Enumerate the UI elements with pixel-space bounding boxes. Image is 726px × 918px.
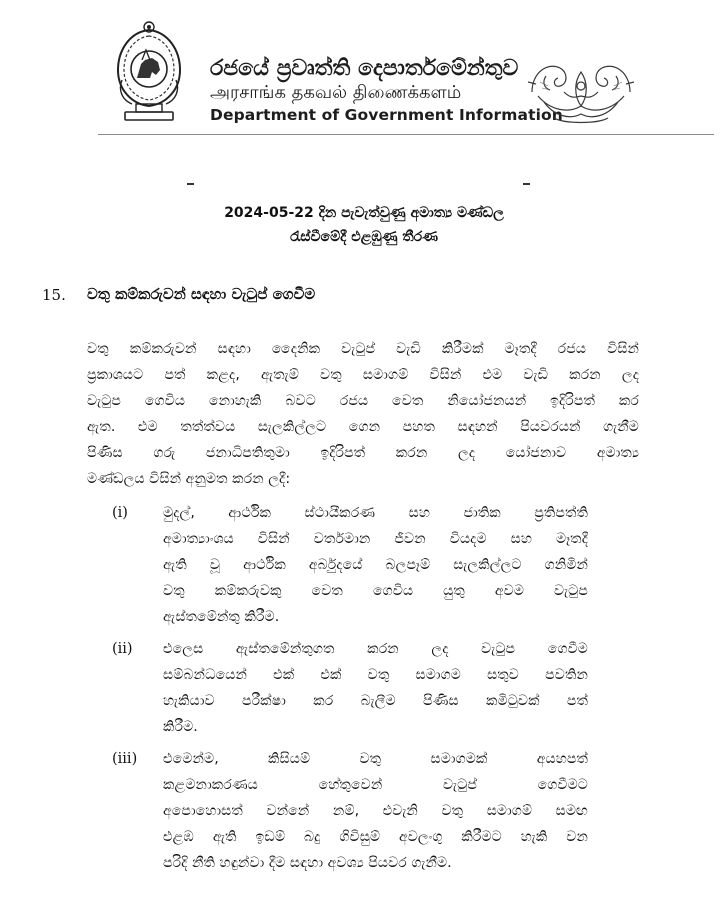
list-item-marker: (iii) — [112, 751, 138, 767]
item-line: අපොහොසත් වන්නේ නම්, එවැනි වතු සමාගම් සමඟ — [163, 803, 588, 819]
paragraph-line: පිණිස ගරු ජනාධිපතිතුමා ඉදිරිපත් කරන ලද යෝජනාව අමාත්‍ය — [87, 445, 639, 461]
paragraph-line: ඇත. එම තත්ත්වය සැලකිල්ලට ගෙන පහත සඳහන් පියවරයන් ගැනීම — [87, 419, 639, 435]
item-line: එළඹ ඇති ඉඩම් බදු ගිවිසුම් අවලංගු කිරීමට හැකි වන — [163, 829, 588, 845]
fold-mark-right — [523, 183, 530, 185]
paragraph-line: මණ්ඩලය විසින් අනුමත කරන ලදී: — [87, 471, 291, 487]
section-number: 15. — [42, 286, 66, 304]
department-name-english: Department of Government Information — [210, 106, 563, 124]
cabinet-decision-heading-line1: 2024-05-22 දින පැවැත්වුණු අමාත්‍ය මණ්ඩල — [224, 205, 504, 221]
letterhead-divider — [98, 134, 714, 135]
item-line: කිරීම. — [163, 719, 198, 735]
fold-mark-left — [187, 183, 194, 185]
intro-paragraph — [87, 336, 639, 492]
item-line: අමාත්‍යාංශය විසින් වර්තමාන ජීවන වියදම සහ මෑතදී — [163, 531, 588, 547]
paragraph-line: වතු කම්කරුවන් සඳහා දෛනික වැටුප් වැඩි කිරීමක් මෑතදී රජය විසින් — [87, 341, 639, 357]
item-line: කළමනාකරණය හේතුවෙන් වැටුප් ගෙවීමට — [163, 777, 588, 793]
national-emblem-icon — [112, 20, 186, 124]
department-name-sinhala: රජයේ ප්‍රවෘත්ති දෙපාර්තමේන්තුව — [210, 56, 519, 81]
item-line: එලෙස ඇස්තමේන්තුගත කරන ලද වැටුප ගෙවීම — [163, 641, 588, 657]
list-item-text — [163, 500, 588, 630]
paragraph-line: වැටුප ගෙවිය නොහැකි බවට රජය වෙත නියෝජනයන් ඉදිරිපත් කර — [87, 393, 639, 409]
list-item-text — [163, 746, 588, 876]
item-line: එමෙන්ම, කිසියම් වතු සමාගමක් අයහපත් — [163, 751, 588, 767]
decorative-swans-motif-icon — [524, 52, 638, 126]
list-item-marker: (ii) — [112, 641, 133, 657]
item-line: හැකියාව පරීක්ෂා කර බැලීම පිණිස කමිටුවක් පත් — [163, 693, 588, 709]
list-item-text — [163, 636, 588, 740]
item-line: සම්බන්ධයෙන් එක් එක් වතු සමාගම සතුව පවතින — [163, 667, 588, 683]
item-line: පරිදි නීති හඳුන්වා දීම සඳහා අවශ්‍ය පියවර ගැනීම. — [163, 855, 452, 871]
department-name-tamil: அரசாங்க தகவல் திணைக்களம் — [210, 82, 462, 103]
item-line: ඇති වූ ආර්ථික අර්බුදයේ බලපෑම් සැලකිල්ලට ගනිමින් — [163, 557, 588, 573]
item-line: වතු කම්කරුවකු වෙත ගෙවිය යුතු අවම වැටුප — [163, 583, 588, 599]
paragraph-line: ප්‍රකාශයට පත් කළද, ඇතැම් වතු සමාගම් විසින් එම වැඩි කරන ලද — [87, 367, 639, 383]
item-line: ඇස්තමේන්තු කිරීම. — [163, 609, 280, 625]
list-item-marker: (i) — [112, 505, 128, 521]
department-name-block — [210, 56, 563, 125]
item-line: මුදල්, ආර්ථික ස්ථායීකරණ සහ ජාතික ප්‍රතිපත්ති — [163, 505, 588, 521]
section-title: වතු කම්කරුවන් සඳහා වැටුප් ගෙවීම — [87, 285, 316, 303]
cabinet-decision-heading-line2: රැස්වීමේදී එළඹුණු තීරණ — [290, 229, 438, 245]
